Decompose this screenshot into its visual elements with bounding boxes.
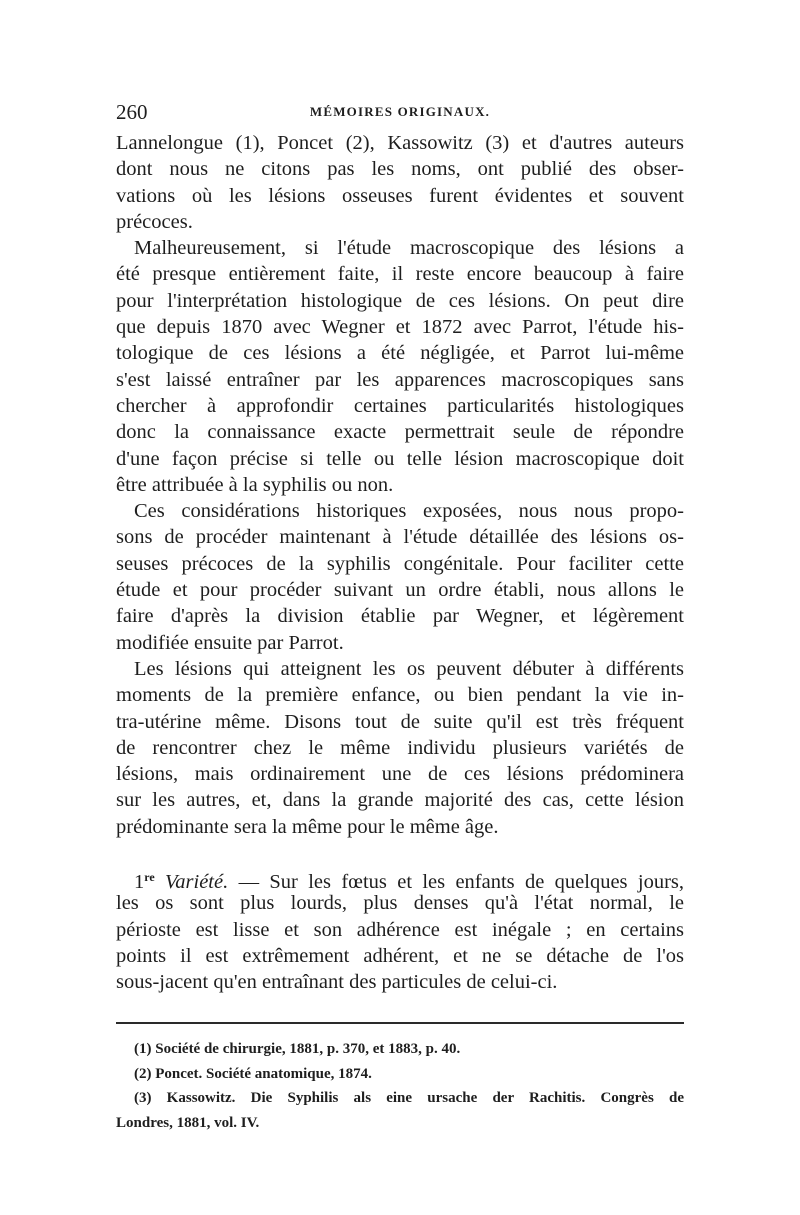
text-line: sous-jacent qu'en entraînant des particules de celui-ci. bbox=[116, 971, 558, 994]
page-number: 260 bbox=[116, 100, 148, 124]
footnote: Londres, 1881, vol. IV. bbox=[116, 1114, 260, 1131]
text-line: points il est extrêmement adhérent, et ne se détache de l'os bbox=[116, 944, 684, 967]
footnote: (2) Poncet. Société anatomique, 1874. bbox=[134, 1065, 372, 1082]
paragraph bbox=[116, 130, 684, 235]
paragraph bbox=[116, 498, 684, 656]
text-line: étude et pour procéder suivant un ordre établi, nous allons le bbox=[116, 579, 684, 602]
text-line: Les lésions qui atteignent les os peuvent débuter à différents bbox=[134, 657, 684, 680]
text-line: tologique de ces lésions a été négligée, et Parrot lui-même bbox=[116, 342, 684, 365]
text-line: sur les autres, et, dans la grande majorité des cas, cette lésion bbox=[116, 789, 684, 812]
footnote: (1) Société de chirurgie, 1881, p. 370, et 1883, p. 40. bbox=[134, 1041, 461, 1057]
text-line: chercher à approfondir certaines particularités histologiques bbox=[116, 394, 684, 417]
text-line: d'une façon précise si telle ou telle lésion macroscopique doit bbox=[116, 447, 684, 470]
text-line: seuses précoces de la syphilis congénitale. Pour faciliter cette bbox=[116, 552, 684, 575]
text-line: tra-utérine même. Disons tout de suite qu'il est très fréquent bbox=[116, 710, 684, 733]
text-line: les os sont plus lourds, plus denses qu'à l'état normal, le bbox=[116, 892, 684, 915]
text-line: lésions, mais ordinairement une de ces lésions prédominera bbox=[116, 763, 684, 786]
text-line: été presque entièrement faite, il reste encore beaucoup à faire bbox=[116, 263, 684, 286]
text-line: vations où les lésions osseuses furent évidentes et souvent bbox=[116, 184, 684, 207]
paragraph bbox=[116, 656, 684, 840]
text-line: Ces considérations historiques exposées, nous nous propo- bbox=[134, 500, 684, 523]
text-line: faire d'après la division établie par Wegner, et légèrement bbox=[116, 605, 684, 628]
variety-title: Variété. bbox=[165, 871, 229, 894]
text-line: pour l'interprétation histologique de ces lésions. On peut dire bbox=[116, 289, 684, 312]
text-line: donc la connaissance exacte permettrait seule de répondre bbox=[116, 421, 684, 444]
paragraph bbox=[116, 235, 684, 498]
variety-superscript: re bbox=[144, 870, 155, 885]
page-header bbox=[116, 98, 684, 126]
text-line: Malheureusement, si l'étude macroscopique des lésions a bbox=[134, 237, 684, 260]
variety-heading-line bbox=[116, 864, 685, 894]
text-line: Lannelongue (1), Poncet (2), Kassowitz (3) et d'autres auteurs bbox=[116, 132, 684, 154]
running-title: MÉMOIRES ORIGINAUX. bbox=[309, 104, 491, 119]
text-line: dont nous ne citons pas les noms, ont publié des obser- bbox=[116, 158, 684, 181]
text-line: sons de procéder maintenant à l'étude détaillée des lésions os- bbox=[116, 526, 684, 549]
text-line: modifiée ensuite par Parrot. bbox=[116, 631, 344, 654]
text-line: périoste est lisse et son adhérence est inégale ; en certains bbox=[116, 918, 684, 941]
text-line: s'est laissé entraîner par les apparences macroscopiques sans bbox=[116, 368, 684, 391]
variety-first-line: — Sur les fœtus et les enfants de quelques jours, bbox=[228, 871, 685, 894]
section-gap bbox=[116, 840, 684, 864]
body-text bbox=[116, 130, 684, 996]
text-line: moments de la première enfance, ou bien pendant la vie in- bbox=[116, 684, 684, 707]
footnote-divider bbox=[116, 1022, 684, 1024]
variety-section bbox=[116, 864, 684, 995]
footnote: (3) Kassowitz. Die Syphilis als eine ursache der Rachitis. Congrès de bbox=[134, 1090, 684, 1106]
text-line: être attribuée à la syphilis ou non. bbox=[116, 473, 394, 496]
text-line: que depuis 1870 avec Wegner et 1872 avec Parrot, l'étude his- bbox=[116, 316, 684, 339]
variety-number: 1 bbox=[134, 871, 145, 894]
footnotes bbox=[116, 1037, 684, 1135]
text-line: prédominante sera la même pour le même âge. bbox=[116, 815, 499, 838]
text-line: de rencontrer chez le même individu plusieurs variétés de bbox=[116, 736, 684, 759]
text-line: précoces. bbox=[116, 210, 193, 233]
